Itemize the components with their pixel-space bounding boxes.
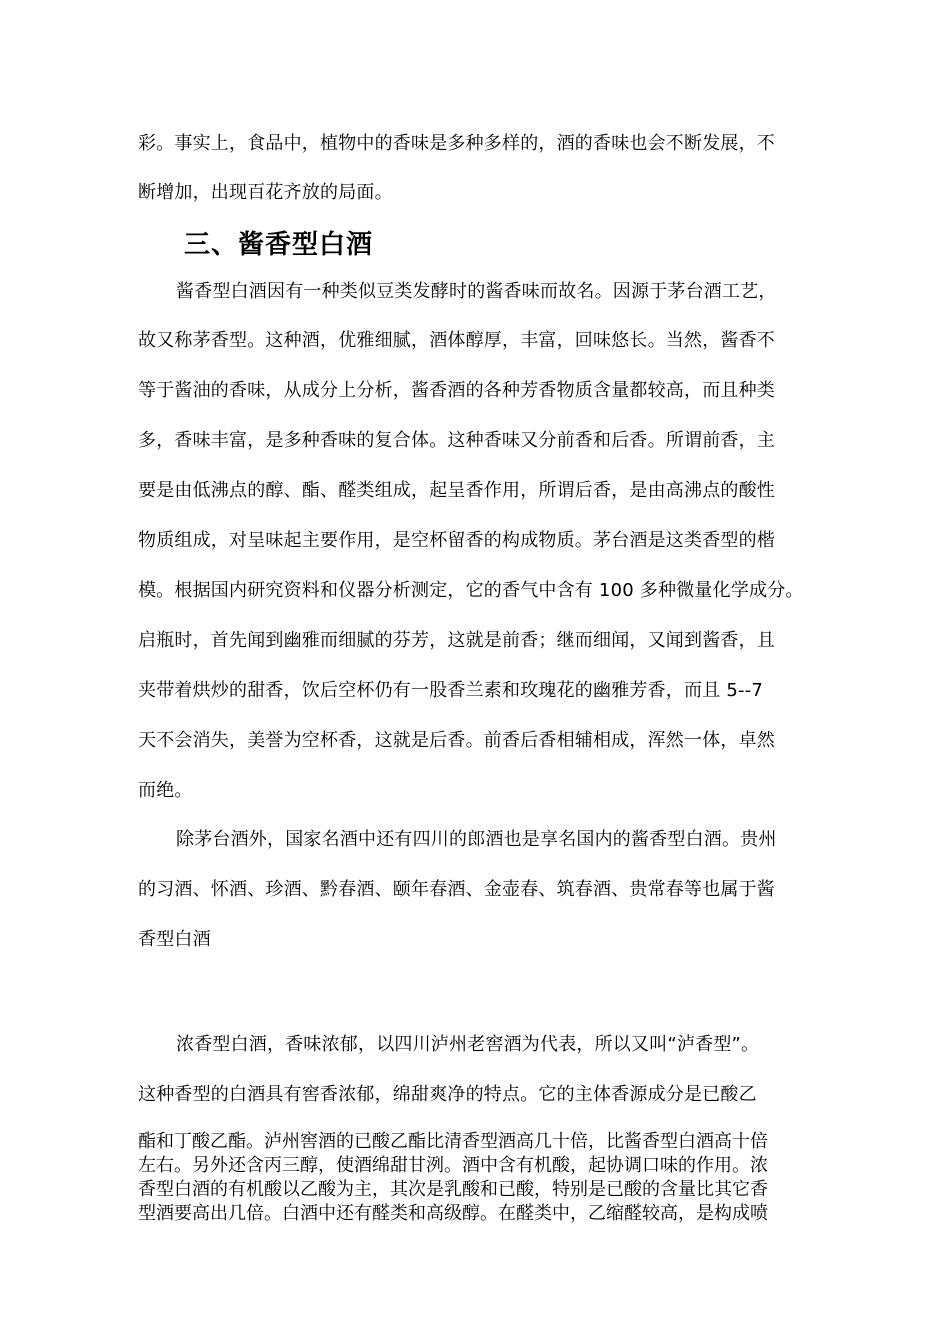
paragraph-line: 夹带着烘炒的甜香，饮后空杯仍有一股香兰素和玫瑰花的幽雅芳香，而且 5--7 — [138, 680, 764, 701]
paragraph-line: 多，香味丰富，是多种香味的复合体。这种香味又分前香和后香。所谓前香，主 — [138, 430, 775, 451]
intro-line: 彩。事实上，食品中，植物中的香味是多种多样的，酒的香味也会不断发展，不 — [138, 133, 775, 154]
paragraph-line: 而绝。 — [138, 780, 193, 801]
paragraph-line: 等于酱油的香味，从成分上分析，酱香酒的各种芳香物质含量都较高，而且种类 — [138, 380, 775, 401]
paragraph-line: 浓香型白酒，香味浓郁，以四川泸州老窖酒为代表，所以又叫“泸香型”。 — [176, 1034, 760, 1055]
intro-line: 断增加，出现百花齐放的局面。 — [138, 182, 393, 203]
paragraph-line: 要是由低沸点的醇、酯、醛类组成，起呈香作用，所谓后香，是由高沸点的酸性 — [138, 480, 775, 501]
paragraph-line: 酱香型白酒因有一种类似豆类发酵时的酱香味而故名。因源于茅台酒工艺， — [176, 281, 777, 302]
paragraph-line: 的习酒、怀酒、珍酒、黔春酒、颐年春酒、金壶春、筑春酒、贵常春等也属于酱 — [138, 879, 775, 900]
paragraph-line: 酯和丁酸乙酯。泸州窖酒的已酸乙酯比清香型酒高几十倍，比酱香型白酒高十倍 — [138, 1131, 768, 1152]
paragraph-line: 模。根据国内研究资料和仪器分析测定，它的香气中含有 100 多种微量化学成分。 — [138, 580, 804, 601]
paragraph-line: 天不会消失，美誉为空杯香，这就是后香。前香后香相辅相成，浑然一体，卓然 — [138, 730, 775, 751]
section-heading: 三、酱香型白酒 — [184, 230, 374, 260]
paragraph-line: 香型白酒的有机酸以乙酸为主，其次是乳酸和已酸，特别是已酸的含量比其它香 — [138, 1179, 768, 1200]
paragraph-line: 这种香型的白酒具有窖香浓郁，绵甜爽净的特点。它的主体香源成分是已酸乙 — [138, 1084, 757, 1105]
paragraph-line: 型酒要高出几倍。白酒中还有醛类和高级醇。在醛类中，乙缩醛较高，是构成喷 — [138, 1203, 768, 1224]
paragraph-line: 左右。另外还含丙三醇，使酒绵甜甘洌。酒中含有机酸，起协调口味的作用。浓 — [138, 1155, 768, 1176]
paragraph-line: 故又称茅香型。这种酒，优雅细腻，酒体醇厚，丰富，回味悠长。当然，酱香不 — [138, 330, 775, 351]
paragraph-line: 启瓶时，首先闻到幽雅而细腻的芬芳，这就是前香；继而细闻，又闻到酱香，且 — [138, 630, 775, 651]
paragraph-line: 除茅台酒外，国家名酒中还有四川的郎酒也是享名国内的酱香型白酒。贵州 — [176, 829, 777, 850]
paragraph-line: 香型白酒 — [138, 929, 211, 950]
paragraph-line: 物质组成，对呈味起主要作用，是空杯留香的构成物质。茅台酒是这类香型的楷 — [138, 530, 775, 551]
